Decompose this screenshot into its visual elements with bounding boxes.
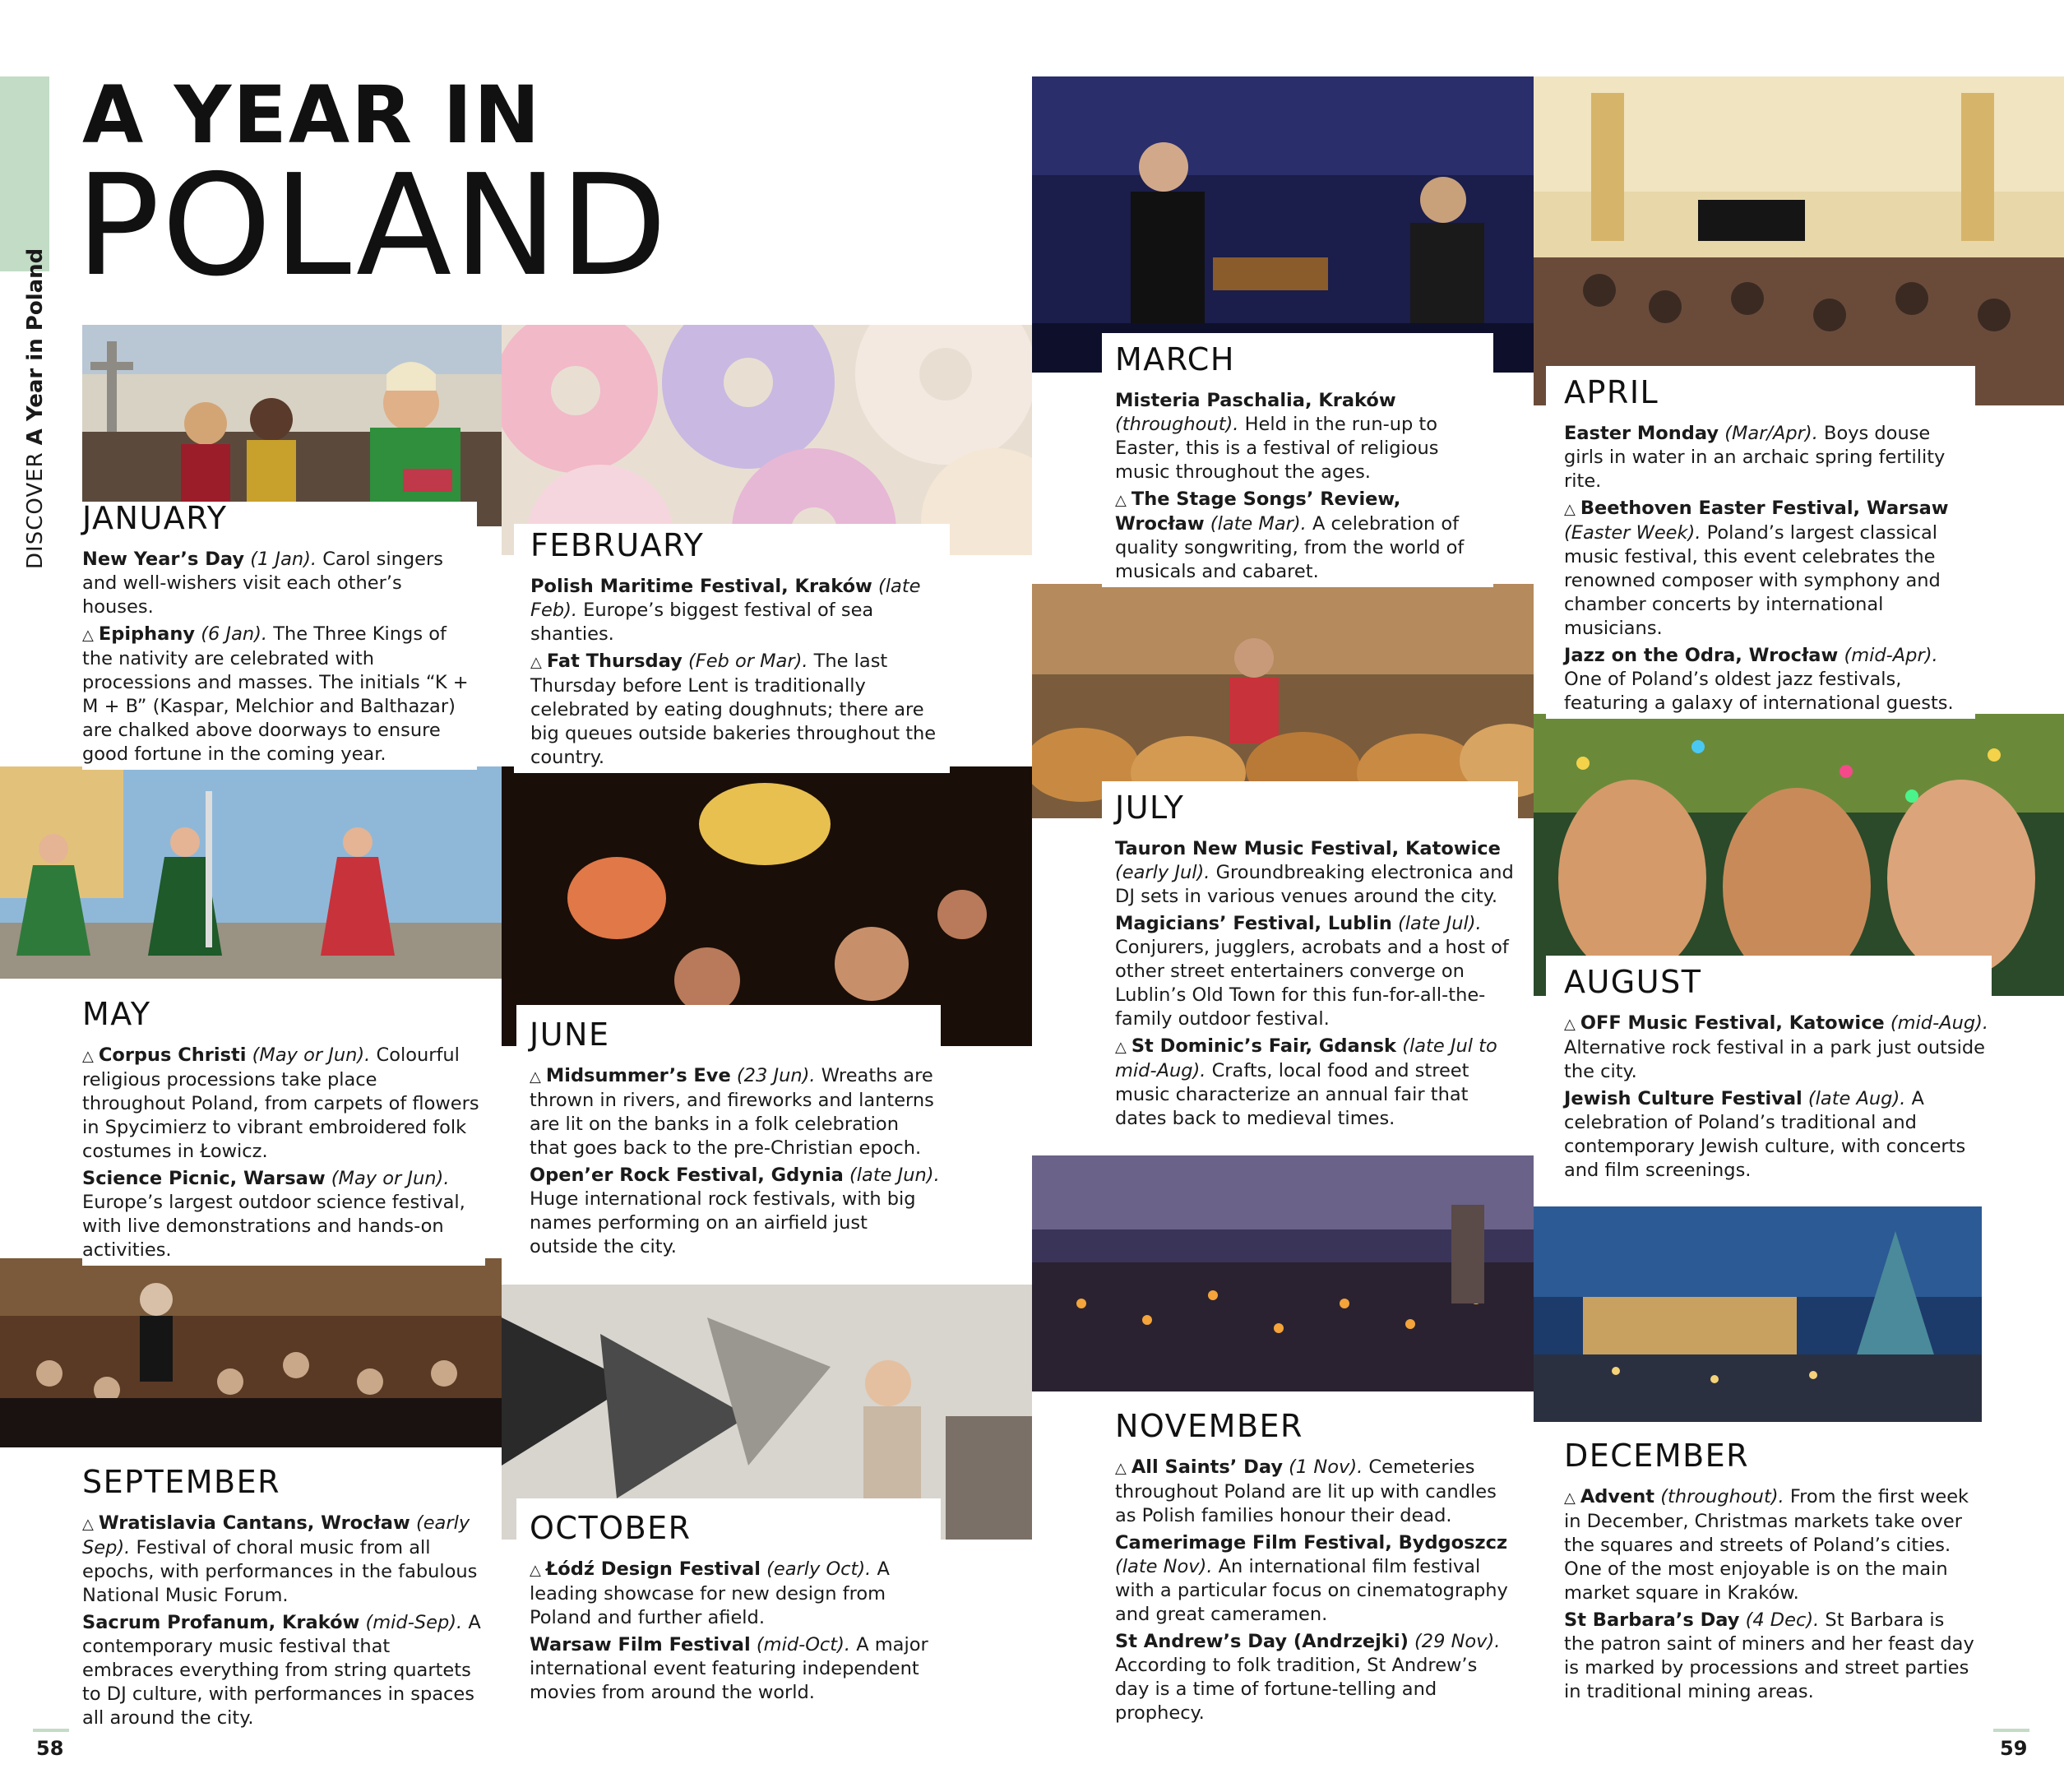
- event-description: St Barbara is the patron saint of miners and her feast day is marked by processions and street parties in traditional mining areas.: [1564, 1609, 1974, 1702]
- month-heading: APRIL: [1564, 374, 1659, 410]
- month-may: [82, 998, 485, 1266]
- page-number-accent-left: [33, 1729, 69, 1732]
- month-heading: JUNE: [530, 1016, 610, 1053]
- event-description: A leading showcase for new design from Poland and further afield.: [530, 1558, 890, 1628]
- event-description: Groundbreaking electronica and DJ sets in various venues around the city.: [1115, 861, 1514, 907]
- event-name: The Stage Songs’ Review, Wrocław: [1115, 488, 1401, 535]
- event-name: Misteria Paschalia, Kraków: [1115, 389, 1396, 411]
- triangle-marker-icon: △: [1115, 491, 1127, 509]
- event-name: St Dominic’s Fair, Gdansk: [1131, 1035, 1397, 1057]
- event-name: Wratislavia Cantans, Wrocław: [98, 1512, 410, 1534]
- event-name: Easter Monday: [1564, 422, 1719, 444]
- event-description: Held in the run-up to Easter, this is a festival of religious music throughout the ages.: [1115, 413, 1439, 483]
- event-date: (late Jul).: [1398, 912, 1482, 934]
- event-entry: [1115, 1456, 1510, 1528]
- event-date: (throughout).: [1115, 413, 1239, 435]
- month-heading: DECEMBER: [1564, 1438, 1750, 1474]
- event-name: Beethoven Easter Festival, Warsaw: [1580, 497, 1949, 519]
- event-description: Alternative rock festival in a park just outside the city.: [1564, 1036, 1985, 1082]
- event-name: OFF Music Festival, Katowice: [1580, 1012, 1885, 1034]
- event-date: (1 Jan).: [250, 548, 317, 570]
- event-name: New Year’s Day: [82, 548, 245, 570]
- sidebar-section-label: [23, 248, 48, 569]
- month-heading: SEPTEMBER: [82, 1464, 281, 1500]
- event-date: (May or Jun).: [252, 1044, 371, 1066]
- month-march: [1102, 333, 1493, 587]
- event-entry: [1115, 1531, 1510, 1627]
- event-entry: [530, 1064, 941, 1160]
- event-description: Europe’s biggest festival of sea shanties.: [530, 599, 874, 645]
- event-entry: [1564, 497, 1975, 641]
- event-entry: [82, 623, 477, 766]
- event-entry: [82, 548, 477, 619]
- event-date: (late Mar).: [1210, 512, 1307, 535]
- event-date: (6 Jan).: [201, 623, 268, 645]
- triangle-marker-icon: △: [82, 626, 94, 644]
- event-description: Colourful religious processions take place throughout Poland, from carpets of flowers in Spycimierz to vibrant embroidered folk costumes in Łowicz.: [82, 1044, 479, 1162]
- photo-march-concert: [1032, 76, 1534, 373]
- event-date: (May or Jun).: [331, 1167, 450, 1189]
- event-date: (mid-Aug).: [1890, 1012, 1989, 1034]
- event-entry: [82, 1512, 485, 1608]
- event-name: Epiphany: [98, 623, 196, 645]
- event-entry: [1115, 837, 1518, 909]
- month-heading: FEBRUARY: [530, 527, 705, 563]
- month-september: [82, 1466, 485, 1734]
- event-entry: [82, 1044, 485, 1164]
- event-description: The Three Kings of the nativity are celebrated with processions and masses. The initials “K + M + B” (Kaspar, Melchior and Balthazar) are chalked above doorways to ensure good fortune in the coming year.: [82, 623, 469, 765]
- page-number-right: 59: [2000, 1737, 2028, 1760]
- triangle-marker-icon: △: [82, 1047, 94, 1065]
- month-heading: MAY: [82, 996, 151, 1032]
- event-description: From the first week in December, Christmas markets take over the squares and streets of Poland’s cities. One of the most enjoyable is on the main market square in Kraków.: [1564, 1485, 1969, 1604]
- event-date: (4 Dec).: [1745, 1609, 1820, 1631]
- event-name: Open’er Rock Festival, Gdynia: [530, 1164, 844, 1186]
- event-description: The last Thursday before Lent is traditionally celebrated by eating doughnuts; there are big queues outside bakeries throughout the country.: [530, 650, 937, 768]
- triangle-marker-icon: △: [1564, 500, 1576, 518]
- event-entry: [82, 1167, 485, 1262]
- event-description: Cemeteries throughout Poland are lit up with candles as Polish families honour their dead.: [1115, 1456, 1497, 1526]
- page-title-line2: POLAND: [76, 145, 669, 308]
- event-entry: [530, 1164, 941, 1259]
- event-name: Fat Thursday: [546, 650, 683, 672]
- triangle-marker-icon: △: [530, 1561, 541, 1579]
- event-date: (early Oct).: [766, 1558, 872, 1580]
- event-description: An international film festival with a particular focus on cinematography and great cameramen.: [1115, 1555, 1508, 1625]
- month-november: [1102, 1400, 1510, 1729]
- event-description: Wreaths are thrown in rivers, and fireworks and lanterns are lit on the banks in a folk celebration that goes back to the pre-Christian epoch.: [530, 1064, 934, 1159]
- event-date: (1 Nov).: [1289, 1456, 1363, 1478]
- event-name: St Barbara’s Day: [1564, 1609, 1740, 1631]
- event-entry: [1115, 1630, 1510, 1725]
- event-description: A major international event featuring independent movies from around the world.: [530, 1633, 928, 1703]
- event-date: (Feb or Mar).: [687, 650, 808, 672]
- month-heading: AUGUST: [1564, 964, 1702, 1000]
- chapter-name: A Year in Poland: [23, 248, 48, 446]
- event-description: Boys douse girls in water in an archaic spring fertility rite.: [1564, 422, 1946, 492]
- event-entry: [82, 1611, 485, 1730]
- event-description: Huge international rock festivals, with big names performing on an airfield just outside the city.: [530, 1188, 916, 1257]
- photo-may-folk-dancers: [0, 766, 502, 979]
- event-date: (throughout).: [1660, 1485, 1784, 1507]
- photo-september-orchestra: [0, 1258, 502, 1447]
- event-date: (mid-Apr).: [1844, 644, 1938, 666]
- month-heading: JULY: [1115, 789, 1185, 826]
- month-february: [514, 524, 950, 773]
- month-december: [1546, 1429, 1975, 1707]
- page-number-accent-right: [1993, 1729, 2029, 1732]
- event-description: Europe’s largest outdoor science festival, with live demonstrations and hands-on activities.: [82, 1191, 465, 1261]
- event-entry: [1564, 1012, 1992, 1084]
- triangle-marker-icon: △: [1115, 1038, 1127, 1056]
- event-name: Advent: [1580, 1485, 1655, 1507]
- month-january: [82, 502, 477, 770]
- event-date: (23 Jun).: [736, 1064, 816, 1086]
- photo-june-lanterns: [502, 766, 1032, 1046]
- event-description: A contemporary music festival that embraces everything from string quartets to DJ culture, with performances in spaces all around the city.: [82, 1611, 481, 1729]
- event-name: Warsaw Film Festival: [530, 1633, 751, 1655]
- event-date: (Mar/Apr).: [1724, 422, 1818, 444]
- photo-epiphany-procession: [82, 325, 502, 526]
- page-title-line1: A YEAR IN: [82, 69, 542, 161]
- triangle-marker-icon: △: [1115, 1459, 1127, 1477]
- event-entry: [530, 650, 950, 770]
- event-entry: [1115, 912, 1518, 1031]
- month-heading: MARCH: [1115, 341, 1235, 377]
- event-date: (mid-Sep).: [365, 1611, 463, 1633]
- triangle-marker-icon: △: [1564, 1489, 1576, 1507]
- event-entry: [1564, 1609, 1975, 1704]
- event-name: Magicians’ Festival, Lublin: [1115, 912, 1392, 934]
- event-description: A celebration of Poland’s traditional and contemporary Jewish culture, with concerts and film screenings.: [1564, 1087, 1966, 1181]
- event-date: (Easter Week).: [1564, 521, 1701, 544]
- event-name: Jazz on the Odra, Wrocław: [1564, 644, 1839, 666]
- month-august: [1546, 956, 1992, 1186]
- month-heading: NOVEMBER: [1115, 1408, 1303, 1444]
- sidebar-accent-bar: [0, 76, 49, 271]
- month-june: [516, 1005, 941, 1262]
- event-name: Tauron New Music Festival, Katowice: [1115, 837, 1501, 859]
- event-name: Corpus Christi: [98, 1044, 247, 1066]
- event-entry: [1115, 488, 1493, 584]
- event-entry: [1115, 1035, 1518, 1131]
- section-name: DISCOVER: [23, 451, 48, 569]
- event-date: (late Jul to mid-Aug).: [1115, 1035, 1497, 1081]
- triangle-marker-icon: △: [82, 1515, 94, 1533]
- event-description: Conjurers, jugglers, acrobats and a host of other street entertainers converge on Lublin’s Old Town for this fun-for-all-the-family outdoor festival.: [1115, 936, 1509, 1030]
- triangle-marker-icon: △: [1564, 1015, 1576, 1033]
- event-description: Poland’s largest classical music festival, this event celebrates the renowned composer with symphony and chamber concerts by international musicians.: [1564, 521, 1941, 639]
- event-date: (29 Nov).: [1414, 1630, 1501, 1652]
- event-entry: [1564, 644, 1975, 715]
- event-name: Midsummer’s Eve: [545, 1064, 731, 1086]
- triangle-marker-icon: △: [530, 653, 542, 671]
- event-date: (late Nov).: [1115, 1555, 1213, 1577]
- event-name: St Andrew’s Day (Andrzejki): [1115, 1630, 1409, 1652]
- photo-august-confetti-crowd: [1534, 714, 2064, 996]
- event-date: (early Sep).: [82, 1512, 470, 1558]
- event-entry: [530, 575, 950, 646]
- event-description: A celebration of quality songwriting, from the world of musicals and cabaret.: [1115, 512, 1465, 582]
- event-entry: [1564, 422, 1975, 493]
- photo-april-concert-hall: [1534, 76, 2064, 405]
- month-july: [1102, 781, 1518, 1134]
- month-heading: OCTOBER: [530, 1510, 692, 1546]
- event-name: Polish Maritime Festival, Kraków: [530, 575, 872, 597]
- event-name: Łódź Design Festival: [545, 1558, 761, 1580]
- event-entry: [530, 1633, 941, 1705]
- event-date: (late Jun).: [849, 1164, 940, 1186]
- event-description: Crafts, local food and street music characterize an annual fair that dates back to medieval times.: [1115, 1059, 1469, 1129]
- event-name: All Saints’ Day: [1131, 1456, 1283, 1478]
- month-april: [1546, 366, 1975, 719]
- photo-doughnuts: [502, 325, 1032, 555]
- event-date: (mid-Oct).: [756, 1633, 851, 1655]
- photo-december-christmas-market: [1534, 1206, 1982, 1422]
- event-description: One of Poland’s oldest jazz festivals, featuring a galaxy of international guests.: [1564, 668, 1954, 714]
- event-description: According to folk tradition, St Andrew’s day is a time of fortune-telling and prophecy.: [1115, 1654, 1478, 1724]
- event-name: Science Picnic, Warsaw: [82, 1167, 326, 1189]
- triangle-marker-icon: △: [530, 1067, 541, 1086]
- event-entry: [1564, 1087, 1992, 1183]
- month-heading: JANUARY: [82, 500, 228, 536]
- event-description: Carol singers and well-wishers visit each other’s houses.: [82, 548, 443, 618]
- event-description: Festival of choral music from all epochs, with performances in the fabulous National Music Forum.: [82, 1536, 478, 1606]
- event-date: (late Aug).: [1807, 1087, 1906, 1109]
- month-october: [516, 1498, 941, 1708]
- photo-november-cemetery: [1032, 1155, 1534, 1391]
- event-name: Camerimage Film Festival, Bydgoszcz: [1115, 1531, 1508, 1554]
- event-entry: [1564, 1485, 1975, 1605]
- event-name: Jewish Culture Festival: [1564, 1087, 1803, 1109]
- event-name: Sacrum Profanum, Kraków: [82, 1611, 360, 1633]
- event-date: (late Feb).: [530, 575, 921, 621]
- event-entry: [1115, 389, 1493, 484]
- event-entry: [530, 1558, 941, 1630]
- page-number-left: 58: [36, 1737, 64, 1760]
- event-date: (early Jul).: [1115, 861, 1210, 883]
